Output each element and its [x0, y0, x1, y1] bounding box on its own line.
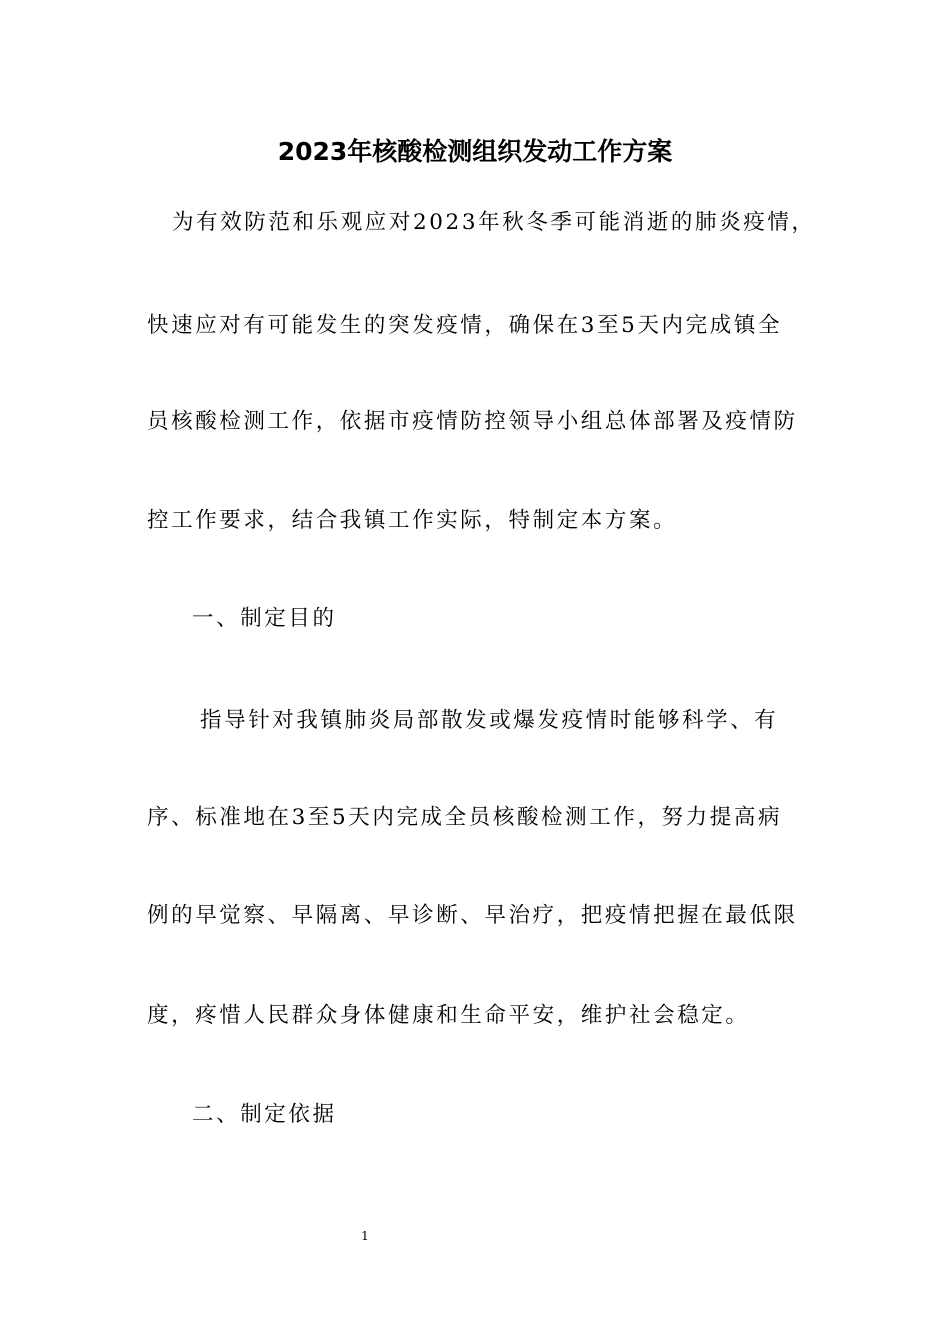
intro-line-2: 快速应对有可能发生的突发疫情，确保在3至5天内完成镇全	[147, 313, 783, 338]
intro-line-4: 控工作要求，结合我镇工作实际，特制定本方案。	[147, 508, 678, 533]
purpose-line-2: 序、标准地在3至5天内完成全员核酸检测工作，努力提高病	[147, 805, 783, 830]
intro-line-3: 员核酸检测工作，依据市疫情防控领导小组总体部署及疫情防	[147, 409, 798, 434]
section-heading-purpose: 一、制定目的	[192, 606, 337, 631]
document-title: 2023年核酸检测组织发动工作方案	[277, 137, 673, 166]
section-heading-basis: 二、制定依据	[192, 1102, 337, 1127]
page-number: 1	[361, 1229, 369, 1243]
purpose-line-4: 度，疼惜人民群众身体健康和生命平安，维护社会稳定。	[147, 1003, 750, 1028]
intro-line-1: 为有效防范和乐观应对2023年秋冬季可能消逝的肺炎疫情，	[172, 210, 816, 235]
purpose-line-1: 指导针对我镇肺炎局部散发或爆发疫情时能够科学、有	[200, 708, 779, 733]
purpose-line-3: 例的早觉察、早隔离、早诊断、早治疗，把疫情把握在最低限	[147, 903, 798, 928]
